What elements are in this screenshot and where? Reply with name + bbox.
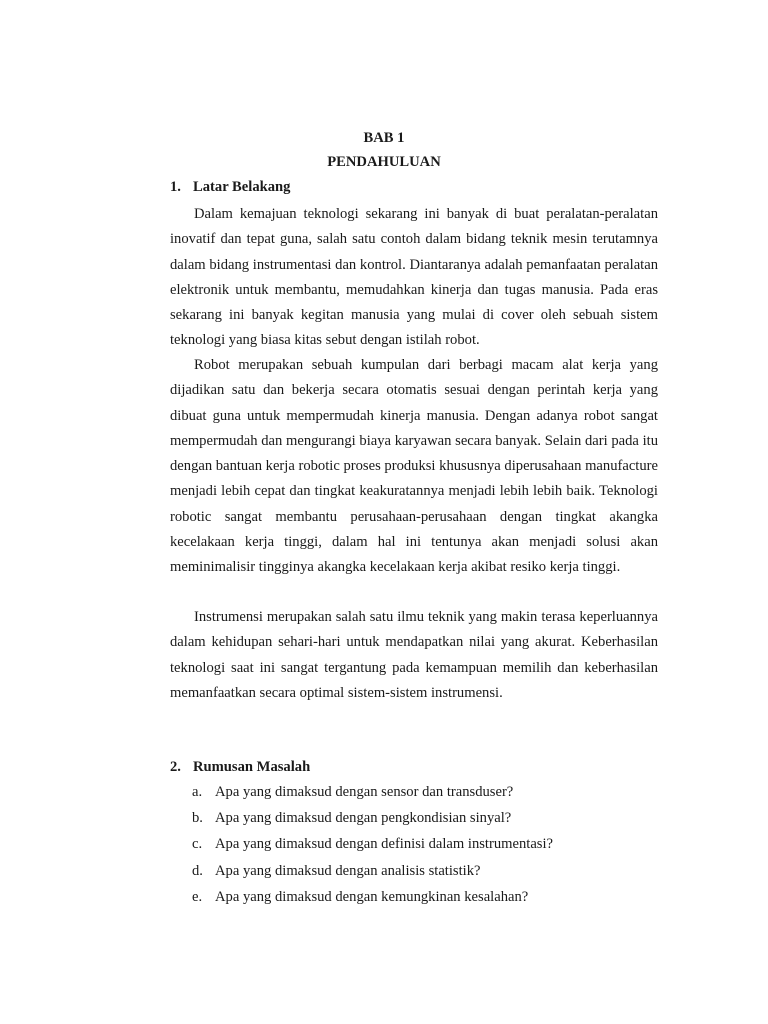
paragraph: Dalam kemajuan teknologi sekarang ini banyak di buat peralatan-peralatan inovatif dan tepat guna, salah satu contoh dalam bidang teknik mesin terutamnya dalam bidang instrumentasi dan kontrol. Diantaranya adalah pemanfaatan peralatan elektronik untuk membantu, memudahkan kinerja dan tugas manusia. Pada eras sekarang ini banyak kegitan manusia yang mulai di cover oleh sebuah sistem teknologi yang biasa kitas sebut dengan istilah robot.: [170, 206, 658, 349]
list-item-text: Apa yang dimaksud dengan sensor dan transduser?: [215, 784, 514, 800]
section-number: 2.: [170, 759, 181, 775]
section-number: 1.: [170, 179, 181, 195]
list-marker: c.: [192, 836, 203, 853]
section-heading-rumusan-masalah: [170, 757, 310, 777]
section-heading-latar-belakang: [170, 177, 290, 197]
list-item-text: Apa yang dimaksud dengan kemungkinan kesalahan?: [215, 888, 529, 905]
section-title: Rumusan Masalah: [193, 759, 311, 775]
list-item: [192, 884, 553, 910]
list-item-text: Apa yang dimaksud dengan analisis statistik?: [215, 862, 481, 879]
chapter-label: BAB 1: [363, 130, 405, 146]
list-marker: a.: [192, 784, 203, 800]
paragraph: Instrumensi merupakan salah satu ilmu teknik yang makin terasa keperluannya dalam kehidupan sehari-hari untuk mendapatkan nilai yang akurat. Keberhasilan teknologi saat ini sangat tergantung pada kemampuan memilih dan keberhasilan memanfaatkan secara optimal sistem-sistem instrumensi.: [170, 609, 658, 701]
section-title: Latar Belakang: [193, 179, 291, 195]
list-item: [192, 858, 553, 884]
list-marker: d.: [192, 862, 203, 879]
list-marker: b.: [192, 810, 203, 827]
list-item: [192, 831, 553, 857]
list-item-text: Apa yang dimaksud dengan pengkondisian sinyal?: [215, 810, 512, 827]
list-item-text: Apa yang dimaksud dengan definisi dalam instrumentasi?: [215, 836, 554, 853]
list-item: [192, 779, 553, 805]
list-marker: e.: [192, 888, 203, 905]
list-item: [192, 805, 553, 831]
chapter-title: PENDAHULUAN: [327, 154, 441, 170]
problem-list: [192, 779, 553, 910]
paragraph: Robot merupakan sebuah kumpulan dari berbagi macam alat kerja yang dijadikan satu dan bekerja secara otomatis sesuai dengan perintah kerja yang dibuat guna untuk mempermudah kinerja manusia. Dengan adanya robot sangat mempermudah dan mengurangi biaya karyawan secara banyak. Selain dari pada itu dengan bantuan kerja robotic proses produksi khususnya diperusahaan manufacture menjadi lebih cepat dan tingkat keakuratannya menjadi lebih lebih baik. Teknologi robotic sangat membantu perusahaan-perusahaan dengan tingkat akangka kecelakaan kerja tinggi, dalam hal ini tentunya akan menjadi solusi akan meminimalisir tingginya akangka kecelakaan kerja akibat resiko kerja tinggi.: [170, 357, 658, 576]
